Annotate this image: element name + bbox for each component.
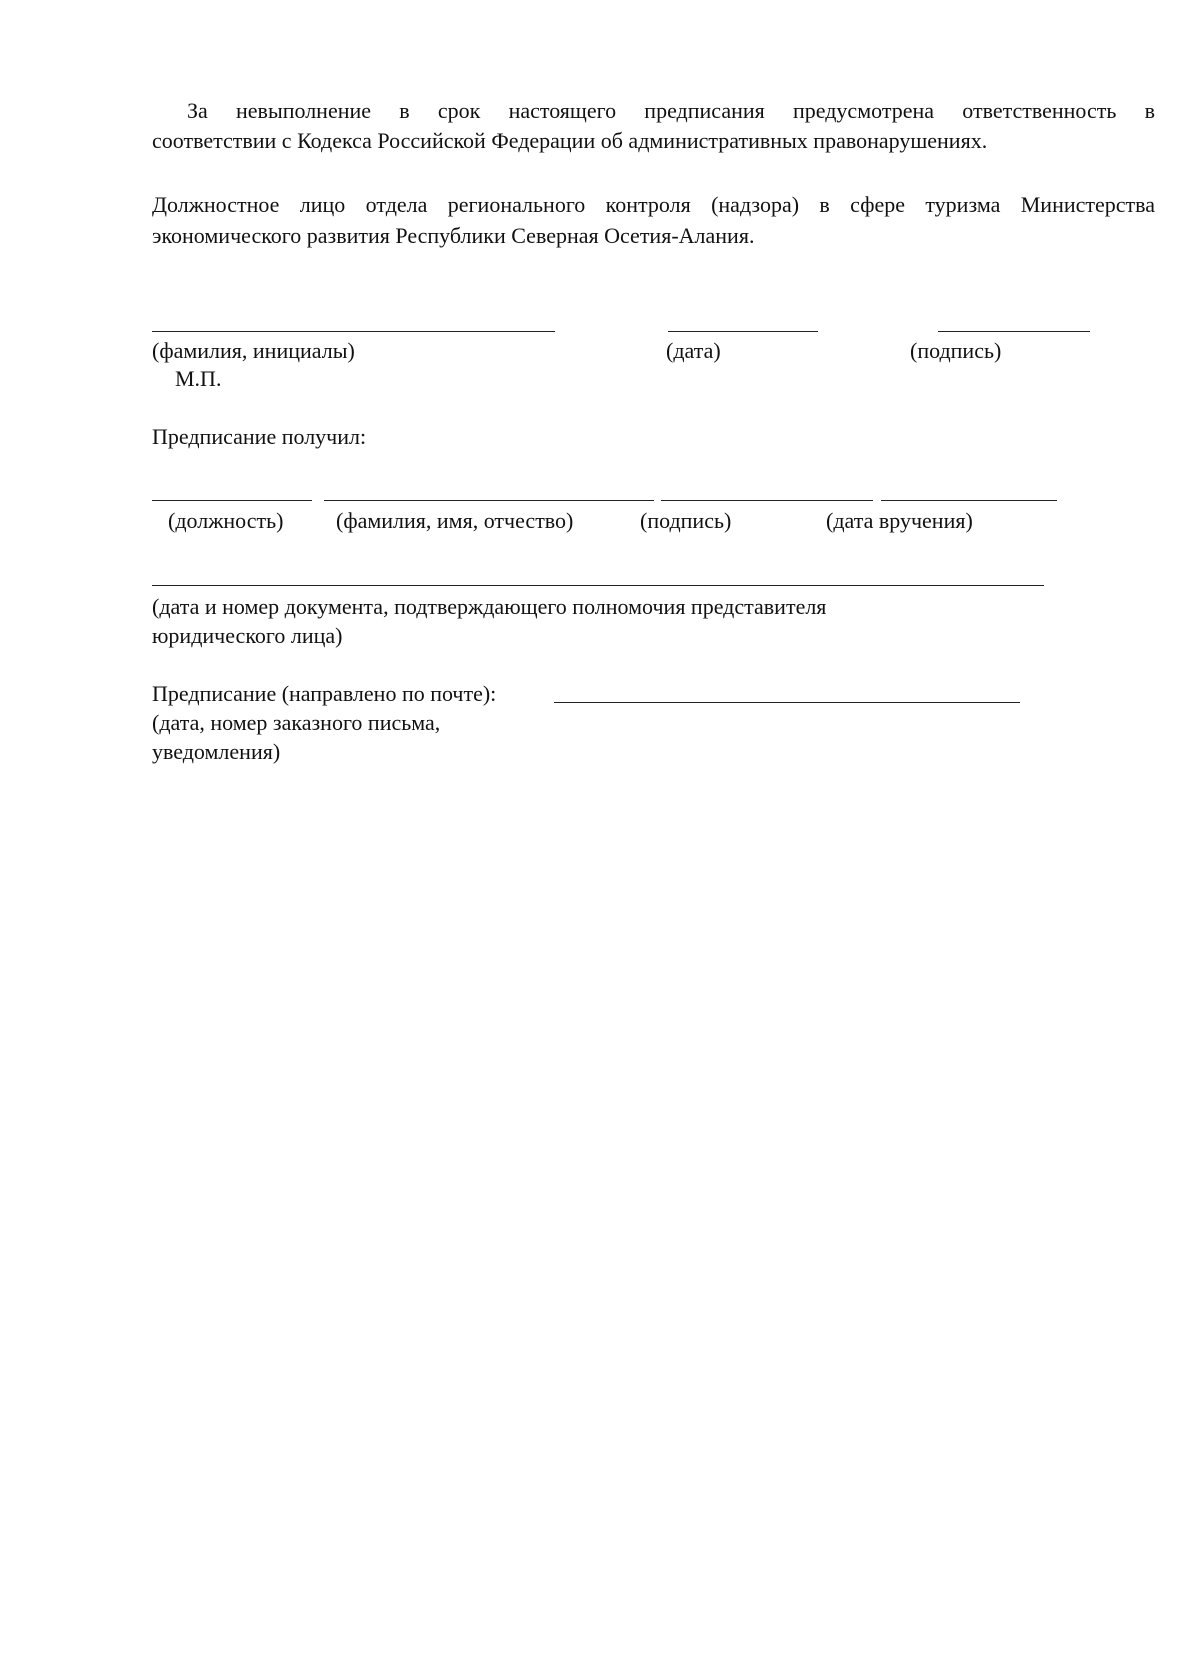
liability-line-1: За невыполнение в срок настоящего предписания предусмотрена ответственность в [187, 98, 1155, 123]
date-signature-line [668, 331, 818, 332]
name-caption: (фамилия, инициалы) [152, 338, 355, 363]
delivery-date-caption: (дата вручения) [826, 508, 973, 533]
signature-line [938, 331, 1090, 332]
received-signature-line [661, 500, 873, 501]
mailed-line [554, 702, 1020, 703]
authority-caption-line-2: юридического лица) [152, 623, 343, 648]
liability-line-2: соответствии с Кодекса Российской Федерации об административных правонарушениях. [152, 128, 988, 153]
signature-caption: (подпись) [910, 338, 1002, 363]
received-signature-caption: (подпись) [640, 508, 732, 533]
official-line-2: экономического развития Республики Северная Осетия-Алания. [152, 223, 755, 248]
fullname-line [324, 500, 654, 501]
authority-caption-line-1: (дата и номер документа, подтверждающего полномочия представителя [152, 594, 827, 619]
authority-document-line [152, 585, 1044, 586]
date-caption: (дата) [666, 338, 721, 363]
seal-label: М.П. [175, 366, 222, 391]
received-heading: Предписание получил: [152, 424, 367, 449]
position-line [152, 500, 312, 501]
name-signature-line [152, 331, 555, 332]
official-line-1: Должностное лицо отдела регионального контроля (надзора) в сфере туризма Министерства [152, 192, 1155, 217]
position-caption: (должность) [168, 508, 284, 533]
delivery-date-line [881, 500, 1057, 501]
mailed-caption-line-2: уведомления) [152, 739, 281, 764]
fullname-caption: (фамилия, имя, отчество) [336, 508, 574, 533]
mailed-caption-line-1: (дата, номер заказного письма, [152, 710, 441, 735]
mailed-label: Предписание (направлено по почте): [152, 681, 497, 706]
